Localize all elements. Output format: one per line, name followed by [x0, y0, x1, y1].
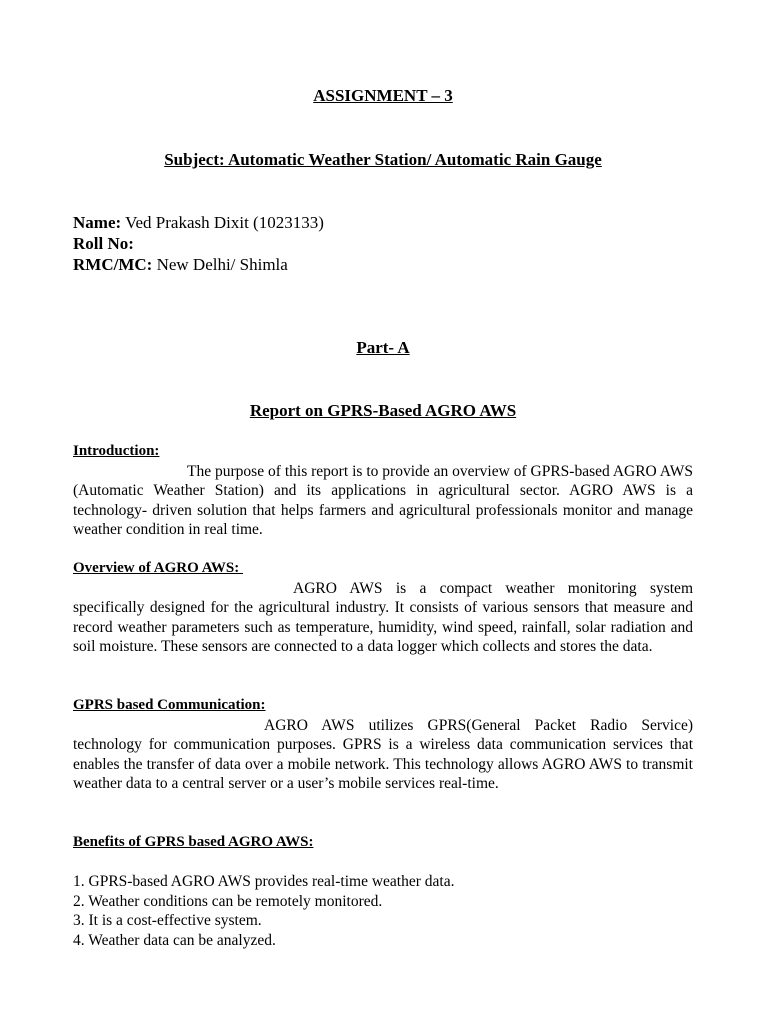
- gprs-heading: GPRS based Communication:: [73, 697, 266, 713]
- rmc-line: [73, 254, 288, 275]
- gprs-section: [73, 696, 693, 794]
- list-item: 3. It is a cost-effective system.: [73, 912, 262, 929]
- overview-heading: Overview of AGRO AWS:: [73, 560, 243, 576]
- overview-section: [73, 559, 693, 657]
- overview-text: AGRO AWS is a compact weather monitoring system specifically designed for the agricultural industry. It consists of various sensors that measure and record weather parameters such as temperature, humidity, wind speed, rainfall, solar radiation and soil moisture. These sensors are connected to a data logger which collects and stores the data.: [73, 579, 693, 655]
- name-line: [73, 212, 324, 233]
- report-title: Report on GPRS-Based AGRO AWS: [249, 401, 517, 420]
- list-item: 2. Weather conditions can be remotely monitored.: [73, 892, 383, 910]
- overview-body: [73, 579, 693, 657]
- name-label: Name:: [73, 213, 122, 232]
- rmc-value: New Delhi/ Shimla: [152, 255, 288, 274]
- roll-line: [73, 233, 134, 254]
- introduction-body: The purpose of this report is to provide an overview of GPRS-based AGRO AWS (Automatic Weather Station) and its applications in agricultural sector. AGRO AWS is a technology- driven solution that helps farmers and agricultural professionals monitor and manage weather condition in real time.: [73, 462, 693, 538]
- rmc-label: RMC/MC:: [73, 255, 153, 274]
- subject-heading: Subject: Automatic Weather Station/ Automatic Rain Gauge: [164, 150, 602, 169]
- name-value: Ved Prakash Dixit (1023133): [121, 213, 324, 232]
- part-heading: Part- A: [356, 338, 410, 357]
- list-item: 1. GPRS-based AGRO AWS provides real-time weather data.: [73, 873, 455, 890]
- list-item: 4. Weather data can be analyzed.: [73, 931, 276, 949]
- benefits-section: [73, 833, 693, 853]
- roll-label: Roll No:: [73, 234, 134, 253]
- introduction-heading: Introduction:: [73, 443, 160, 459]
- benefits-list: [73, 872, 454, 950]
- introduction-section: [73, 442, 693, 540]
- gprs-body: AGRO AWS utilizes GPRS(General Packet Radio Service) technology for communication purposes. GPRS is a wireless data communication services that enables the transfer of data over a mobile network. This technology allows AGRO AWS to transmit weather data to a central server or a user’s mobile services real-time.: [73, 716, 693, 792]
- assignment-title: ASSIGNMENT – 3: [313, 86, 453, 105]
- benefits-heading: Benefits of GPRS based AGRO AWS:: [73, 834, 314, 850]
